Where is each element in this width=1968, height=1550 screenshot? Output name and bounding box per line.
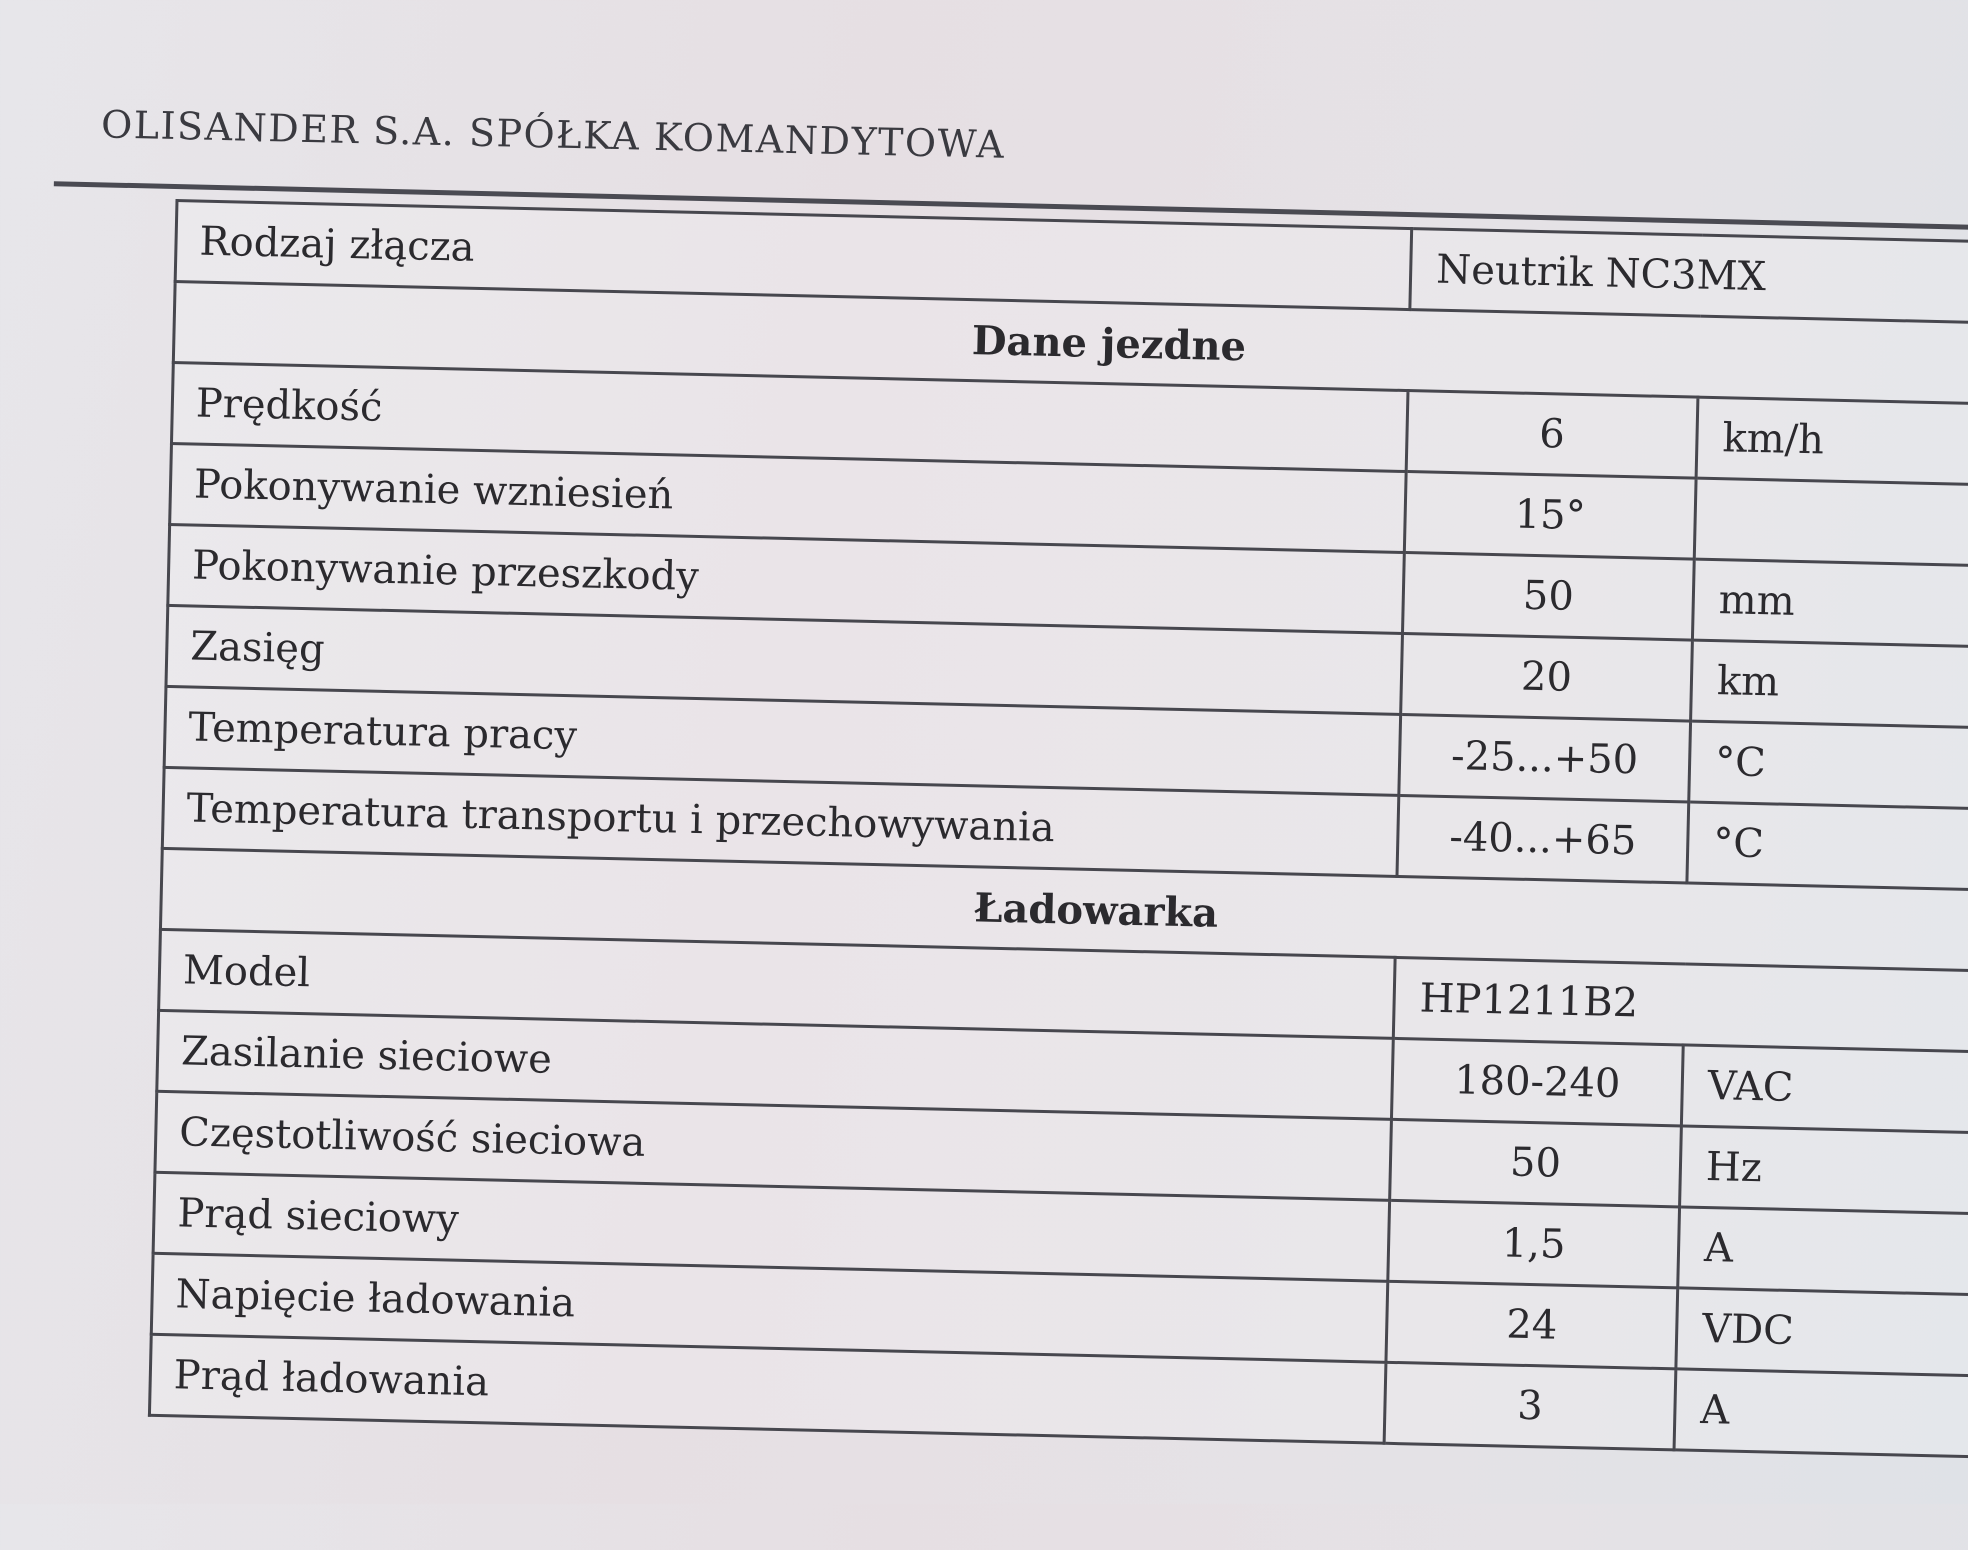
row-unit: °C (1687, 802, 1968, 891)
row-unit: °C (1689, 721, 1968, 810)
row-label: Prąd sieciowy (153, 1172, 1390, 1281)
row-value: 50 (1390, 1119, 1682, 1207)
row-value: 50 (1402, 553, 1694, 641)
row-value: HP1211B2 (1393, 957, 1968, 1052)
company-name: OLISANDER S.A. SPÓŁKA KOMANDYTOWA (100, 102, 1006, 167)
section-title-driving: Dane jezdne (173, 282, 1968, 405)
row-value: -25...+50 (1399, 714, 1691, 802)
row-value: 24 (1386, 1281, 1678, 1369)
row-value: 6 (1406, 391, 1698, 479)
row-label: Model (159, 929, 1396, 1038)
row-value: Neutrik NC3MX (1410, 229, 1968, 324)
row-label: Pokonywanie przeszkody (168, 524, 1405, 633)
row-value: 15° (1404, 472, 1696, 560)
spec-table (148, 199, 1968, 1459)
row-value: 1,5 (1388, 1200, 1680, 1288)
row-unit: km/h (1696, 397, 1968, 486)
row-label: Prędkość (171, 363, 1408, 472)
row-value: -40...+65 (1397, 795, 1689, 883)
row-label: Zasięg (166, 605, 1403, 714)
row-unit: mm (1692, 559, 1968, 648)
row-value: 20 (1401, 633, 1693, 721)
row-label: Częstotliwość sieciowa (155, 1091, 1392, 1200)
row-label: Zasilanie sieciowe (157, 1010, 1394, 1119)
row-unit: VDC (1676, 1288, 1968, 1377)
row-unit: A (1678, 1207, 1968, 1296)
row-label: Rodzaj złącza (175, 201, 1412, 310)
row-label: Prąd ładowania (149, 1334, 1386, 1443)
row-label: Temperatura transportu i przechowywania (162, 767, 1399, 876)
row-unit: VAC (1681, 1045, 1968, 1134)
row-value: 3 (1384, 1362, 1676, 1450)
row-unit: A (1674, 1369, 1968, 1458)
section-title-charger: Ładowarka (160, 848, 1968, 971)
row-label: Temperatura pracy (164, 686, 1401, 795)
row-unit (1694, 478, 1968, 567)
row-unit: km (1691, 640, 1968, 729)
row-label: Napięcie ładowania (151, 1253, 1388, 1362)
row-unit: Hz (1680, 1126, 1968, 1215)
row-label: Pokonywanie wzniesień (170, 444, 1407, 553)
row-value: 180-240 (1391, 1038, 1683, 1126)
